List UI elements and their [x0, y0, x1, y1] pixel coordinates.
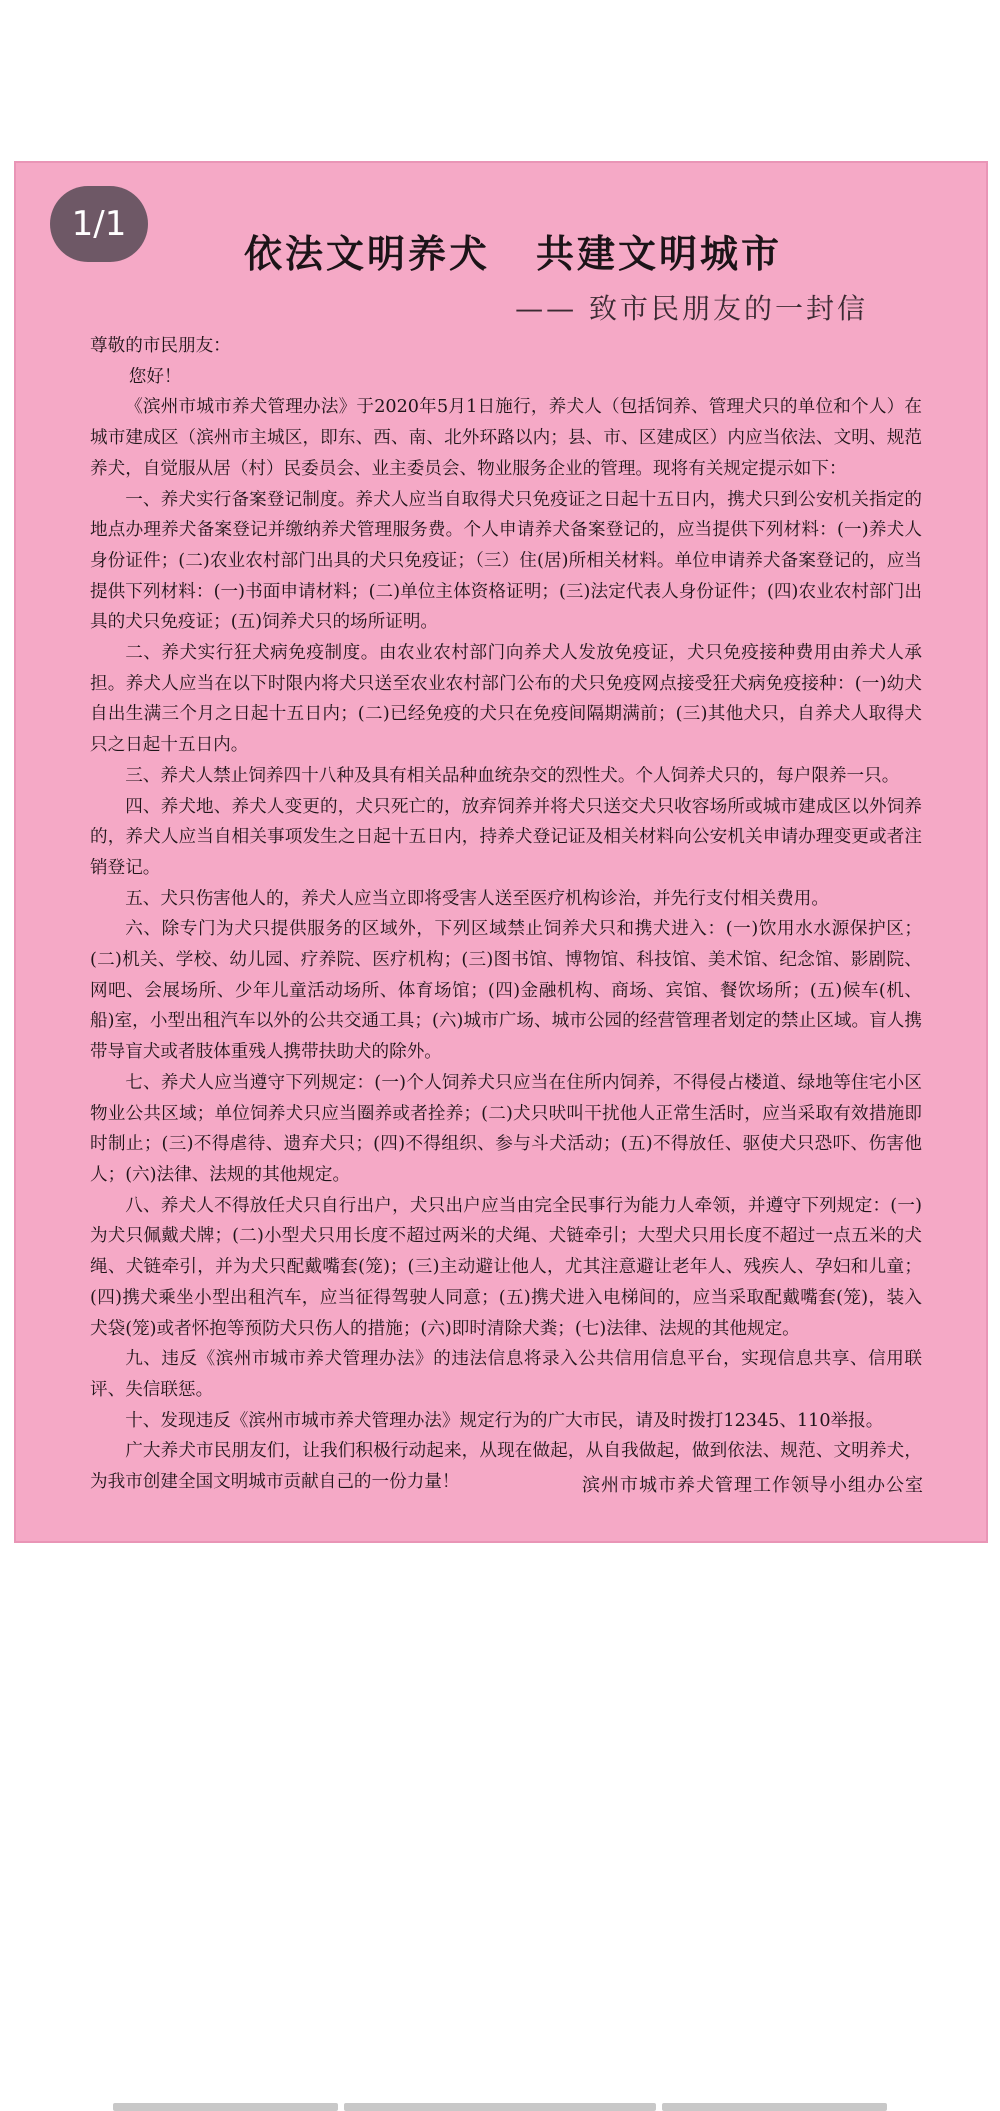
letter-body [90, 331, 922, 1498]
paragraph-closing: 广大养犬市民朋友们，让我们积极行动起来，从现在做起，从自我做起，做到依法、规范、文明养犬，为我市创建全国文明城市贡献自己的一份力量！ [90, 1441, 922, 1493]
paragraph-intro: 《滨州市城市养犬管理办法》于2020年5月1日施行，养犬人（包括饲养、管理犬只的单位和个人）在城市建成区（滨州市主城区，即东、西、南、北外环路以内；县、市、区建成区）内应当依法、文明、规范养犬，自觉服从居（村）民委员会、业主委员会、物业服务企业的管理。现将有关规定提示如下： [90, 397, 922, 479]
page-counter-badge[interactable]: 1/1 [50, 186, 148, 262]
paragraph-9: 九、违反《滨州市城市养犬管理办法》的违法信息将录入公共信用信息平台，实现信息共享、信用联评、失信联惩。 [90, 1349, 922, 1400]
paragraph-6: 六、除专门为犬只提供服务的区域外，下列区域禁止饲养犬只和携犬进入：(一)饮用水水源保护区；(二)机关、学校、幼儿园、疗养院、医疗机构；(三)图书馆、博物馆、科技馆、美术馆、纪念馆、影剧院、网吧、会展场所、少年儿童活动场所、体育场馆；(四)金融机构、商场、宾馆、餐饮场所；(五)候车(机、船)室，小型出租汽车以外的公共交通工具；(六)城市广场、城市公园的经营管理者划定的禁止区域。盲人携带导盲犬或者肢体重残人携带扶助犬的除外。 [90, 919, 922, 1063]
bottom-toolbar-segment-1[interactable] [113, 2103, 338, 2111]
paragraph-10: 十、发现违反《滨州市城市养犬管理办法》规定行为的广大市民，请及时拨打12345、110举报。 [125, 1410, 884, 1431]
salutation: 尊敬的市民朋友： [90, 336, 231, 356]
paragraph-5: 五、犬只伤害他人的，养犬人应当立即将受害人送至医疗机构诊治，并先行支付相关费用。 [125, 888, 829, 909]
letter-title [14, 223, 988, 278]
paragraph-3: 三、养犬人禁止饲养四十八种及具有相关品种血统杂交的烈性犬。个人饲养犬只的，每户限养一只。 [125, 765, 900, 786]
paragraph-2: 二、养犬实行狂犬病免疫制度。由农业农村部门向养犬人发放免疫证，犬只免疫接种费用由养犬人承担。养犬人应当在以下时限内将犬只送至农业农村部门公布的犬只免疫网点接受狂犬病免疫接种：(一)幼犬自出生满三个月之日起十五日内；(二)已经免疫的犬只在免疫间隔期满前；(三)其他犬只，自养犬人取得犬只之日起十五日内。 [90, 643, 922, 756]
paragraph-8: 八、养犬人不得放任犬只自行出户，犬只出户应当由完全民事行为能力人牵领，并遵守下列规定：(一)为犬只佩戴犬牌；(二)小型犬只用长度不超过两米的犬绳、犬链牵引；大型犬只用长度不超过一点五米的犬绳、犬链牵引，并为犬只配戴嘴套(笼)；(三)主动避让他人，尤其注意避让老年人、残疾人、孕妇和儿童；(四)携犬乘坐小型出租汽车，应当征得驾驶人同意；(五)携犬进入电梯间的，应当采取配戴嘴套(笼)，装入犬袋(笼)或者怀抱等预防犬只伤人的措施；(六)即时清除犬粪；(七)法律、法规的其他规定。 [90, 1195, 922, 1339]
title-part-1: 依法文明养犬 [243, 232, 490, 276]
bottom-toolbar-segment-3[interactable] [662, 2103, 887, 2111]
paragraph-7: 七、养犬人应当遵守下列规定：(一)个人饲养犬只应当在住所内饲养，不得侵占楼道、绿地等住宅小区物业公共区域；单位饲养犬只应当圈养或者拴养；(二)犬只吠叫干扰他人正常生活时，应当采取有效措施即时制止；(三)不得虐待、遗弃犬只；(四)不得组织、参与斗犬活动；(五)不得放任、驱使犬只恐吓、伤害他人；(六)法律、法规的其他规定。 [90, 1072, 922, 1185]
paragraph-1: 一、养犬实行备案登记制度。养犬人应当自取得犬只免疫证之日起十五日内，携犬只到公安机关指定的地点办理养犬备案登记并缴纳养犬管理服务费。个人申请养犬备案登记的，应当提供下列材料：(一)养犬人身份证件；(二)农业农村部门出具的犬只免疫证；（三）住(居)所相关材料。单位申请养犬备案登记的，应当提供下列材料：(一)书面申请材料；(二)单位主体资格证明；(三)法定代表人身份证件；(四)农业农村部门出具的犬只免疫证；(五)饲养犬只的场所证明。 [90, 489, 922, 633]
letter-document [14, 161, 988, 1543]
title-part-2: 共建文明城市 [536, 232, 783, 276]
greeting: 您好！ [128, 366, 182, 387]
bottom-toolbar-segment-2[interactable] [344, 2103, 656, 2111]
letter-subtitle: —— 致市民朋友的一封信 [515, 292, 868, 325]
letter-signature: 滨州市城市养犬管理工作领导小组办公室 [582, 1475, 924, 1496]
paragraph-4: 四、养犬地、养犬人变更的，犬只死亡的，放弃饲养并将犬只送交犬只收容场所或城市建成区以外饲养的，养犬人应当自相关事项发生之日起十五日内，持养犬登记证及相关材料向公安机关申请办理变更或者注销登记。 [90, 796, 922, 878]
